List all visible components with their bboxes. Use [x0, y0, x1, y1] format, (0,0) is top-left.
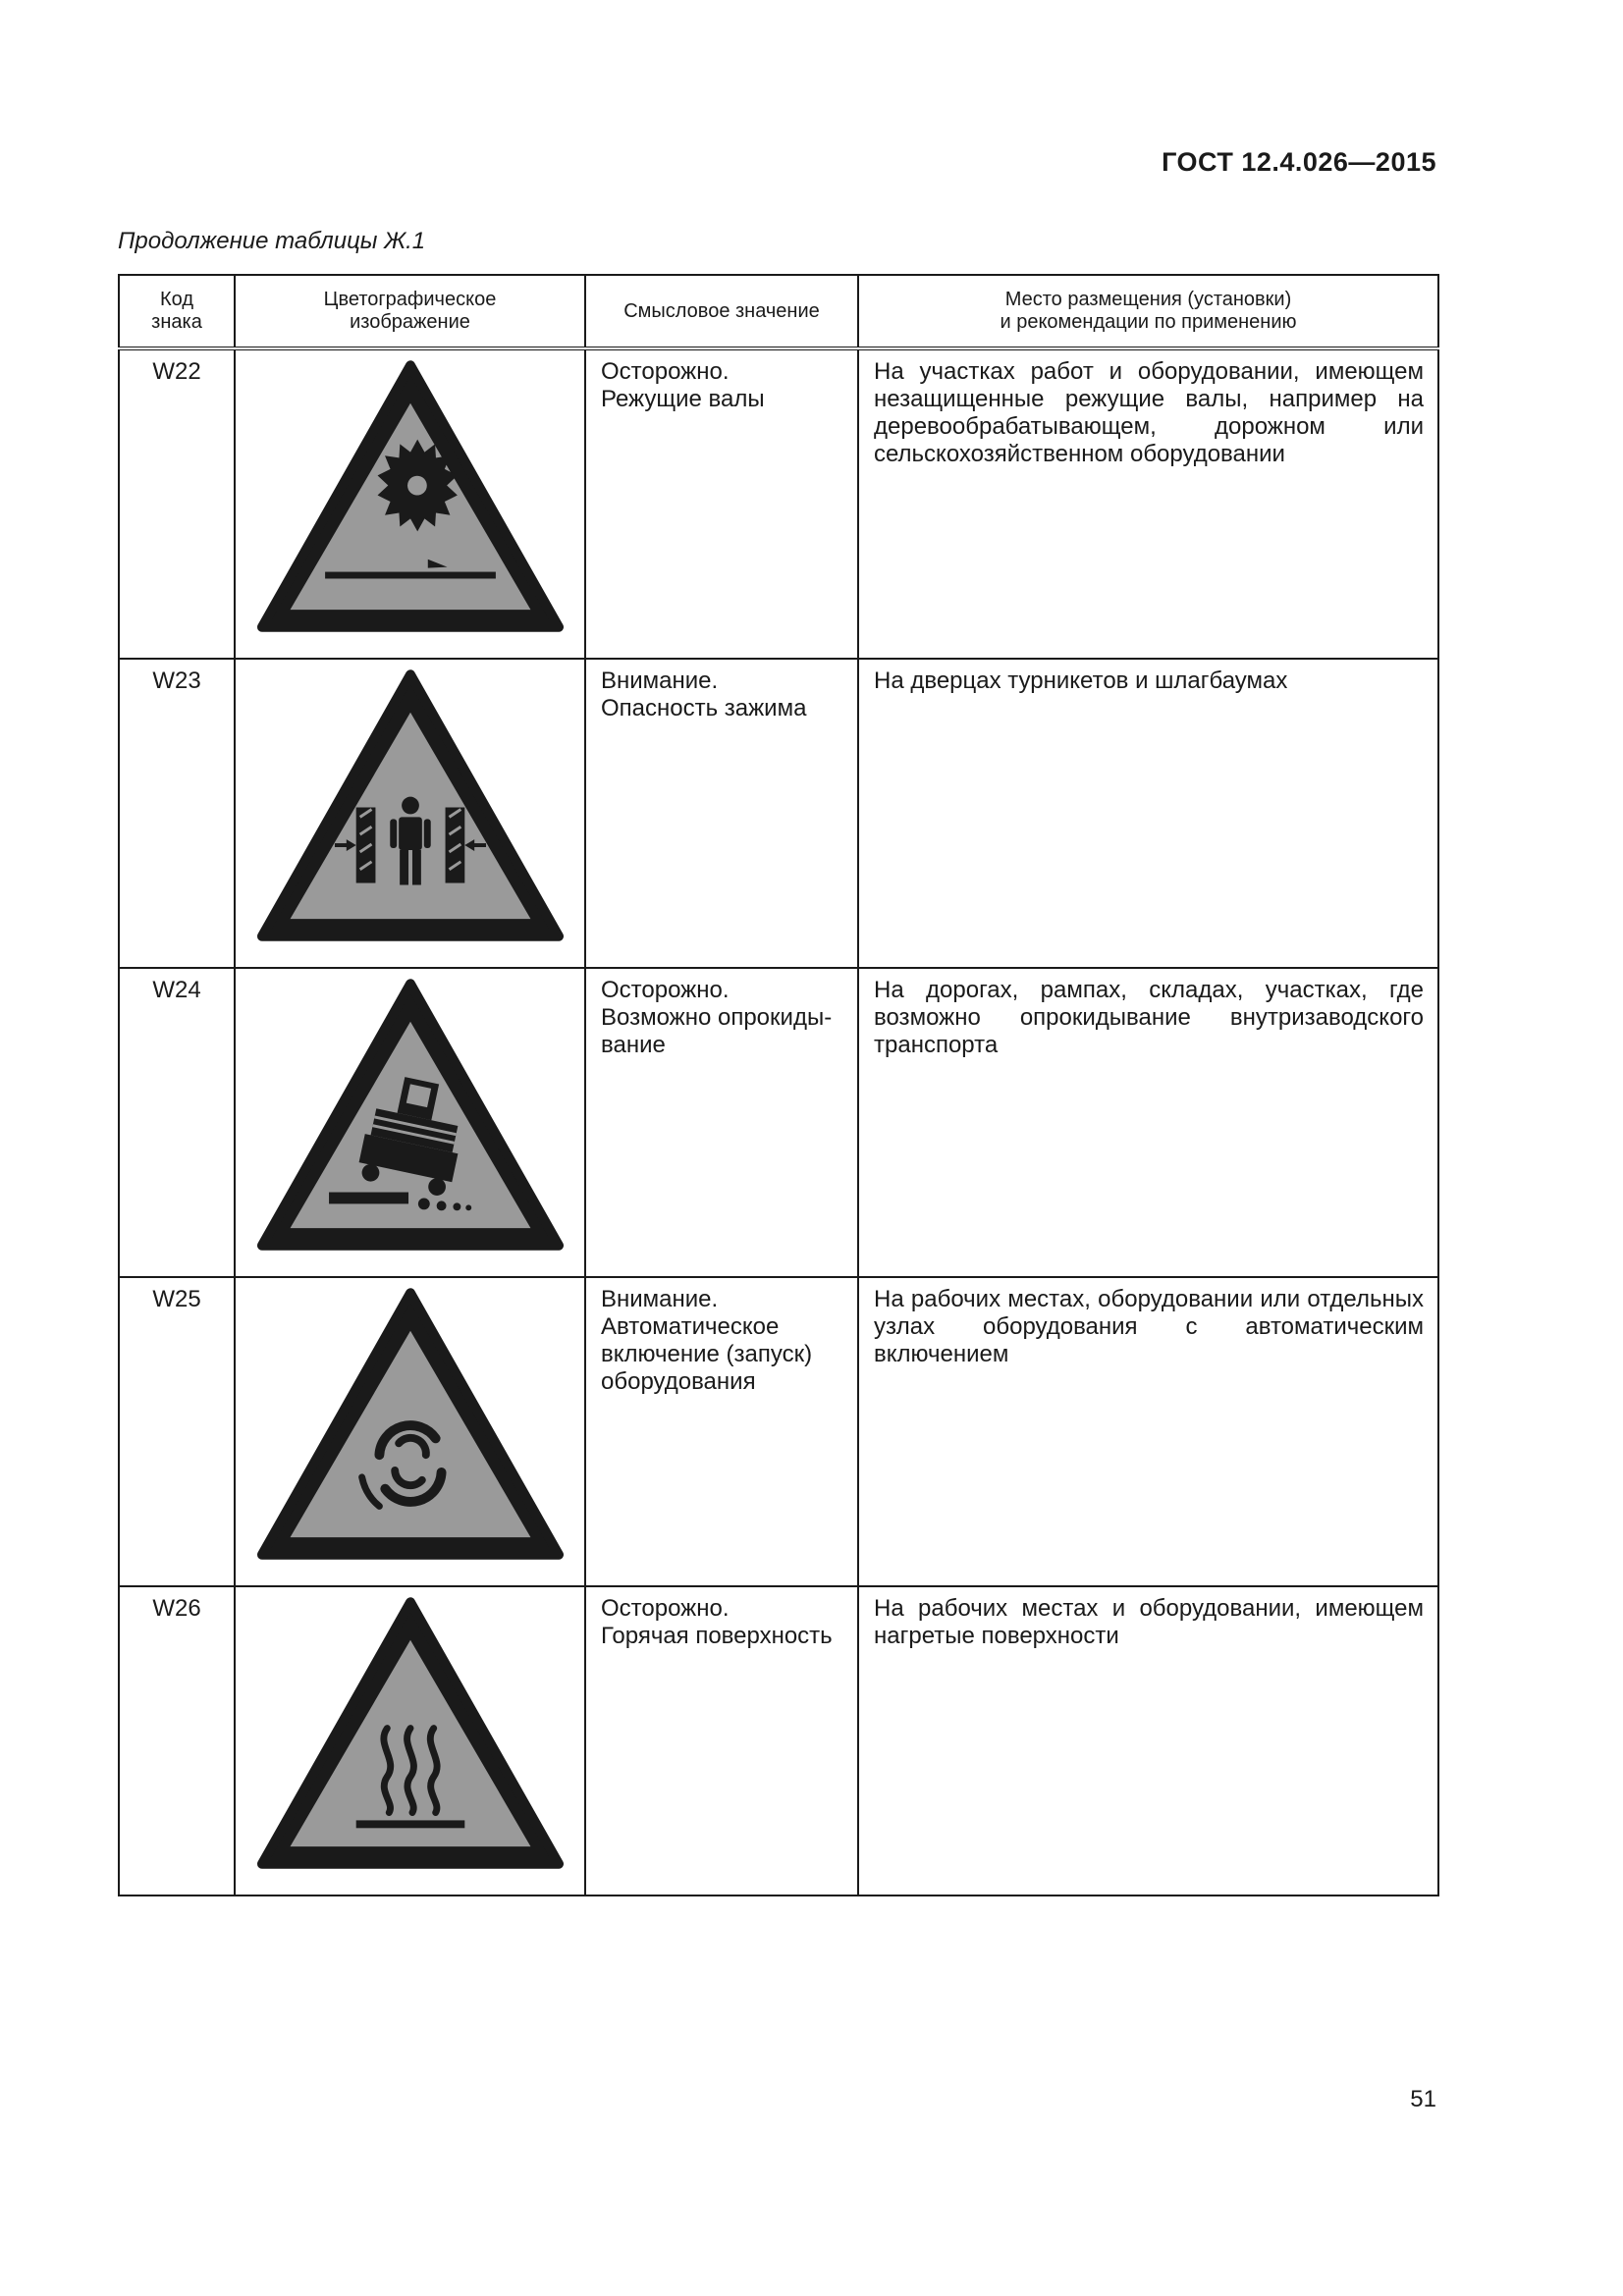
column-header-placement: [858, 275, 1438, 348]
meaning-line: Осторожно.: [601, 358, 730, 385]
sign-image-cell: [235, 348, 585, 659]
safety-signs-table: [118, 274, 1439, 1896]
sign-code: W22: [119, 348, 235, 659]
sign-code: W26: [119, 1586, 235, 1896]
sign-placement: На рабочих местах, оборудовании или отдельных узлах оборудования с автоматическим включением: [858, 1277, 1438, 1586]
sign-image-cell: [235, 1277, 585, 1586]
column-header-image: [235, 275, 585, 348]
table-header-row: [119, 275, 1438, 348]
meaning-line: Режущие валы: [601, 386, 765, 412]
meaning-line: Внимание.: [601, 667, 719, 694]
column-header-meaning: [585, 275, 858, 348]
sign-code: W23: [119, 659, 235, 968]
table-row: [119, 659, 1438, 968]
column-header-line: знака: [151, 311, 202, 333]
crushing-hazard-icon: [255, 669, 566, 946]
sign-placement: На дверцах турникетов и шлагбаумах: [858, 659, 1438, 968]
overturning-vehicle-icon: [255, 979, 566, 1255]
sign-image-cell: [235, 659, 585, 968]
sign-code: W24: [119, 968, 235, 1277]
meaning-line: Горячая поверхность: [601, 1623, 833, 1649]
meaning-line: Внимание.: [601, 1286, 719, 1312]
meaning-line: оборудования: [601, 1368, 756, 1395]
column-header-code: [119, 275, 235, 348]
sign-image-cell: [235, 1586, 585, 1896]
column-header-line: и рекомендации по применению: [1000, 311, 1297, 333]
automatic-start-icon: [255, 1288, 566, 1565]
hot-surface-icon: [255, 1597, 566, 1874]
table-row: [119, 1586, 1438, 1896]
meaning-line: Возможно опрокиды-: [601, 1004, 833, 1031]
sign-placement: На участках работ и оборудовании, имеющем незащищенные режущие валы, например на деревообрабатывающем, дорожном или сельскохозяйственном оборудовании: [858, 348, 1438, 659]
meaning-line: Осторожно.: [601, 1595, 730, 1622]
table-caption: Продолжение таблицы Ж.1: [118, 228, 426, 254]
column-header-line: изображение: [350, 311, 470, 333]
column-header-line: Цветографическое: [323, 289, 497, 310]
table-row: [119, 348, 1438, 659]
sign-image-cell: [235, 968, 585, 1277]
page-number: 51: [1410, 2086, 1436, 2112]
sign-placement: На дорогах, рампах, складах, участках, где возможно опрокидывание внутризаводского транспорта: [858, 968, 1438, 1277]
meaning-line: Автоматическое: [601, 1313, 780, 1340]
column-header-line: Место размещения (установки): [1004, 289, 1292, 310]
sign-meaning: [585, 968, 858, 1277]
table-row: [119, 1277, 1438, 1586]
meaning-line: вание: [601, 1032, 666, 1058]
sign-meaning: [585, 659, 858, 968]
column-header-line: Смысловое значение: [623, 299, 820, 322]
cutting-rollers-icon: [255, 360, 566, 637]
sign-placement: На рабочих местах и оборудовании, имеющем нагретые поверхности: [858, 1586, 1438, 1896]
table-row: [119, 968, 1438, 1277]
document-code: ГОСТ 12.4.026—2015: [1162, 147, 1436, 177]
meaning-line: включение (запуск): [601, 1341, 813, 1367]
sign-meaning: [585, 1277, 858, 1586]
column-header-line: Код: [159, 289, 193, 310]
sign-meaning: [585, 348, 858, 659]
meaning-line: Опасность зажима: [601, 695, 807, 721]
sign-code: W25: [119, 1277, 235, 1586]
sign-meaning: [585, 1586, 858, 1896]
meaning-line: Осторожно.: [601, 977, 730, 1003]
